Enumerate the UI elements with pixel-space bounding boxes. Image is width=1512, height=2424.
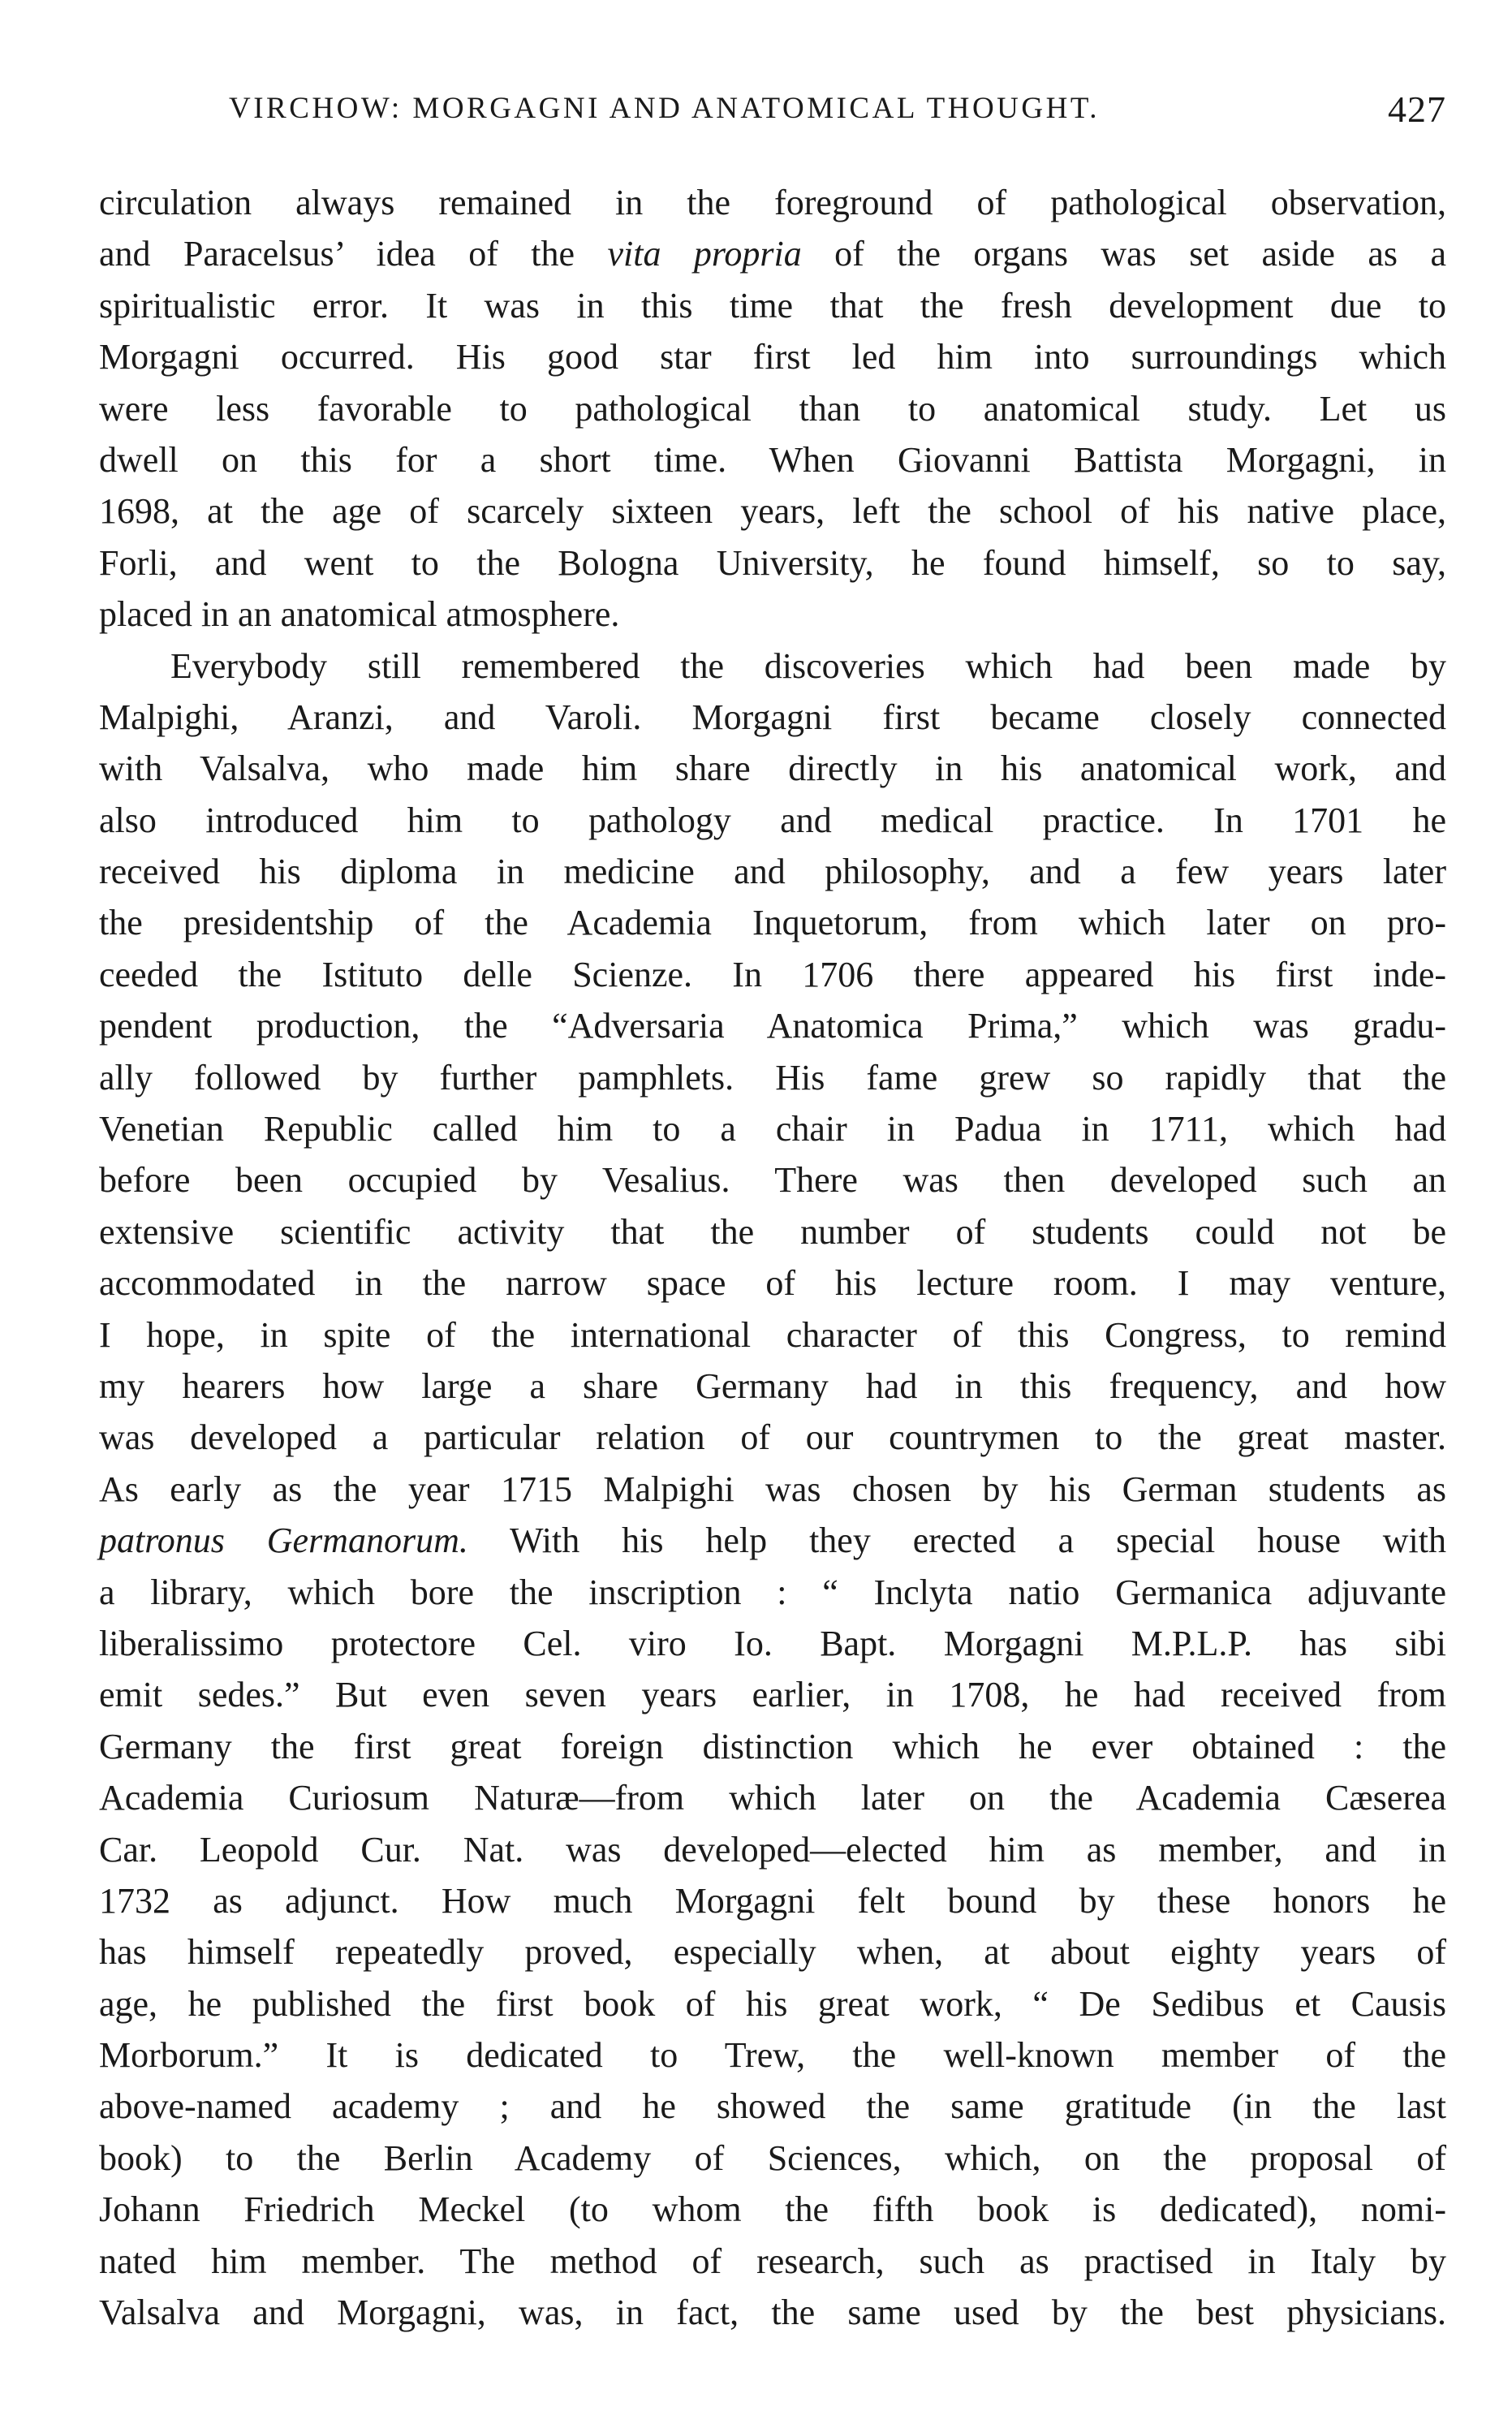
text-line: extensive scientific activity that the number of students could not be bbox=[99, 1211, 1446, 1252]
text-line: Valsalva and Morgagni, was, in fact, the same used by the best physicians. bbox=[99, 2292, 1446, 2333]
text-line: also introduced him to pathology and medical practice. In 1701 he bbox=[99, 800, 1446, 840]
text-line: emit sedes.” But even seven years earlier, in 1708, he had received from bbox=[99, 1675, 1446, 1715]
text-line: ceeded the Istituto delle Scienze. In 1706 there appeared his first inde- bbox=[99, 954, 1446, 994]
text-line bbox=[99, 1515, 1446, 1566]
text-line: 1698, at the age of scarcely sixteen years, left the school of his native place, bbox=[99, 491, 1446, 532]
text-line: with Valsalva, who made him share directly in his anatomical work, and bbox=[99, 748, 1446, 789]
text-line: before been occupied by Vesalius. There was then developed such an bbox=[99, 1160, 1446, 1201]
italic-phrase: vita propria bbox=[607, 234, 802, 274]
text-line: was developed a particular relation of our countrymen to the great master. bbox=[99, 1417, 1446, 1458]
text-line: liberalissimo protectore Cel. viro Io. Bapt. Morgagni M.P.L.P. has sibi bbox=[99, 1623, 1446, 1663]
text-line: Malpighi, Aranzi, and Varoli. Morgagni first became closely connected bbox=[99, 697, 1446, 737]
text-line bbox=[99, 228, 1446, 279]
text-line: Everybody still remembered the discoveries which had been made by bbox=[170, 645, 1446, 686]
text-line: nated him member. The method of research, such as practised in Italy by bbox=[99, 2241, 1446, 2281]
text-line: received his diploma in medicine and philosophy, and a few years later bbox=[99, 852, 1446, 892]
text-line: As early as the year 1715 Malpighi was chosen by his German students as bbox=[99, 1469, 1446, 1509]
text-segment: of the organs was set aside as a bbox=[801, 234, 1446, 274]
text-line: spiritualistic error. It was in this time that the fresh development due to bbox=[99, 285, 1446, 326]
text-line: placed in an anatomical atmosphere. bbox=[99, 594, 620, 635]
text-line: a library, which bore the inscription : “ Inclyta natio Germanica adjuvante bbox=[99, 1572, 1446, 1612]
text-line: accommodated in the narrow space of his lecture room. I may venture, bbox=[99, 1263, 1446, 1304]
text-line: Forli, and went to the Bologna University, he found himself, so to say, bbox=[99, 542, 1446, 583]
text-line: Germany the first great foreign distinction which he ever obtained : the bbox=[99, 1726, 1446, 1766]
text-line: has himself repeatedly proved, especially when, at about eighty years of bbox=[99, 1932, 1446, 1973]
text-line: Morgagni occurred. His good star first led him into surroundings which bbox=[99, 337, 1446, 377]
running-head bbox=[229, 88, 1446, 140]
text-line: circulation always remained in the foreground of pathological observation, bbox=[99, 183, 1446, 222]
text-line: Morborum.” It is dedicated to Trew, the well-known member of the bbox=[99, 2035, 1446, 2076]
text-line: Academia Curiosum Naturæ—from which later on the Academia Cæserea bbox=[99, 1778, 1446, 1818]
text-line: Venetian Republic called him to a chair in Padua in 1711, which had bbox=[99, 1109, 1446, 1149]
text-line: above-named academy ; and he showed the same gratitude (in the last bbox=[99, 2086, 1446, 2127]
body-text bbox=[99, 177, 1446, 2338]
text-line: pendent production, the “Adversaria Anatomica Prima,” which was gradu- bbox=[99, 1006, 1446, 1046]
text-line: ally followed by further pamphlets. His fame grew so rapidly that the bbox=[99, 1057, 1446, 1098]
text-line: were less favorable to pathological than to anatomical study. Let us bbox=[99, 388, 1446, 429]
text-line: the presidentship of the Academia Inquetorum, from which later on pro- bbox=[99, 903, 1446, 943]
text-segment: and Paracelsus’ idea of the bbox=[99, 234, 608, 274]
text-line: 1732 as adjunct. How much Morgagni felt bound by these honors he bbox=[99, 1880, 1446, 1921]
text-line: Johann Friedrich Meckel (to whom the fifth book is dedicated), nomi- bbox=[99, 2189, 1446, 2230]
running-title: VIRCHOW: MORGAGNI AND ANATOMICAL THOUGHT. bbox=[229, 92, 1100, 125]
text-line: my hearers how large a share Germany had in this frequency, and how bbox=[99, 1365, 1446, 1406]
text-line: dwell on this for a short time. When Giovanni Battista Morgagni, in bbox=[99, 439, 1446, 480]
text-line: age, he published the first book of his great work, “ De Sedibus et Causis bbox=[99, 1983, 1446, 2024]
text-line: book) to the Berlin Academy of Sciences, which, on the proposal of bbox=[99, 2137, 1446, 2178]
page-number: 427 bbox=[1388, 88, 1446, 130]
text-line: Car. Leopold Cur. Nat. was developed—elected him as member, and in bbox=[99, 1829, 1446, 1870]
text-segment: With his help they erected a special house with bbox=[467, 1520, 1446, 1561]
text-line: I hope, in spite of the international character of this Congress, to remind bbox=[99, 1314, 1446, 1355]
italic-phrase: patronus Germanorum. bbox=[99, 1520, 468, 1561]
